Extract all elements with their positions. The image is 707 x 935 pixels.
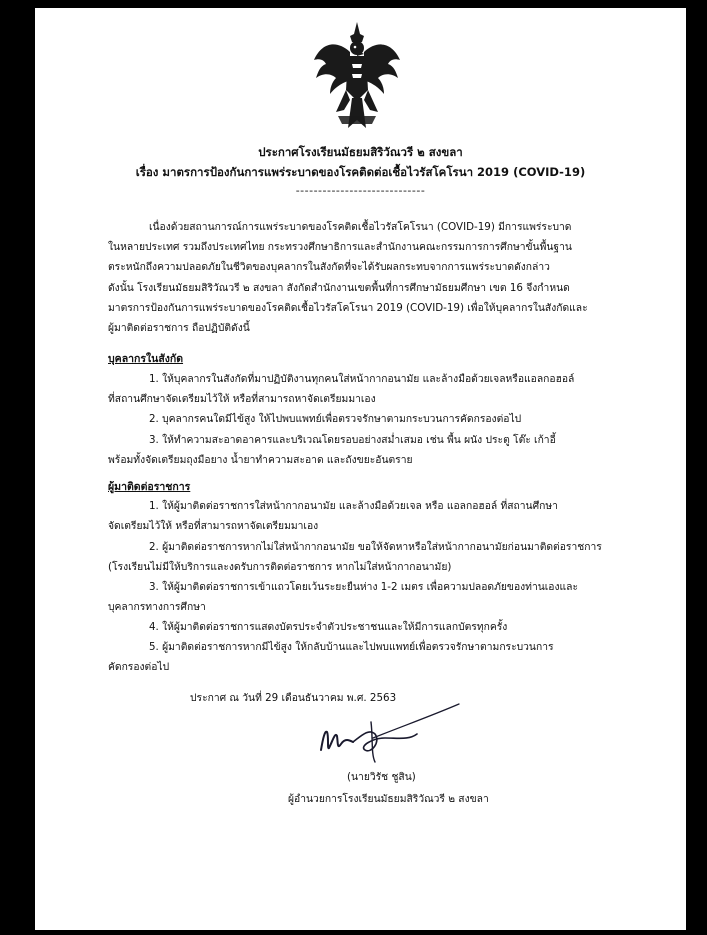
announcement-subject: เรื่อง มาตรการป้องกันการแพร่ระบาดของโรคติดต่อเชื้อไวรัสโคโรนา 2019 (COVID-19) xyxy=(135,165,586,179)
intro-line: ในหลายประเทศ รวมถึงประเทศไทย กระทรวงศึกษาธิการและสำนักงานคณะกรรมการการศึกษาขั้นพื้นฐาน xyxy=(108,241,572,253)
document-page xyxy=(35,8,686,930)
title-divider: ----------------------------- xyxy=(295,184,426,197)
staff-item: พร้อมทั้งจัดเตรียมถุงมือยาง น้ำยาทำความสะอาด และถังขยะอันตราย xyxy=(108,454,413,466)
visitor-item: 1. ให้ผู้มาติดต่อราชการใส่หน้ากากอนามัย และล้างมือด้วยเจล หรือ แอลกอฮอล์ ที่สถานศึกษา xyxy=(149,500,558,512)
staff-item: 3. ให้ทำความสะอาดอาคารและบริเวณโดยรอบอย่างสม่ำเสมอ เช่น พื้น ผนัง ประตู โต๊ะ เก้าอี้ xyxy=(149,434,556,446)
visitor-item: จัดเตรียมไว้ให้ หรือที่สามารถหาจัดเตรียมมาเอง xyxy=(108,520,319,532)
intro-line: ผู้มาติดต่อราชการ ถือปฏิบัติดังนี้ xyxy=(108,322,250,334)
signer-title: ผู้อำนวยการโรงเรียนมัธยมสิริวัณวรี ๒ สงขลา xyxy=(288,793,489,805)
visitor-item: (โรงเรียนไม่มีให้บริการและงดรับการติดต่อราชการ หากไม่ใส่หน้ากากอนามัย) xyxy=(108,561,452,573)
signer-name: (นายวิรัช ชูสิน) xyxy=(347,771,416,783)
visitor-item: 2. ผู้มาติดต่อราชการหากไม่ใส่หน้ากากอนามัย ขอให้จัดหาหรือใส่หน้ากากอนามัยก่อนมาติดต่อราชการ xyxy=(149,541,602,553)
visitor-item: 5. ผู้มาติดต่อราชการหากมีไข้สูง ให้กลับบ้านและไปพบแพทย์เพื่อตรวจรักษาตามกระบวนการ xyxy=(149,641,554,653)
staff-item: ที่สถานศึกษาจัดเตรียมไว้ให้ หรือที่สามารถหาจัดเตรียมมาเอง xyxy=(108,393,376,405)
section-heading-visitors: ผู้มาติดต่อราชการ xyxy=(108,481,191,493)
intro-line: มาตรการป้องกันการแพร่ระบาดของโรคติดเชื้อไวรัสโคโรนา 2019 (COVID-19) เพื่อให้บุคลากรในสังกัดและ xyxy=(108,302,588,314)
announcement-title: ประกาศโรงเรียนมัธยมสิริวัณวรี ๒ สงขลา xyxy=(258,145,463,159)
handwritten-signature-icon xyxy=(313,698,463,768)
intro-line: ดังนั้น โรงเรียนมัธยมสิริวัณวรี ๒ สงขลา สังกัดสำนักงานเขตพื้นที่การศึกษามัธยมศึกษา เขต 16 จึงกำหนด xyxy=(108,282,570,294)
staff-item: 1. ให้บุคลากรในสังกัดที่มาปฏิบัติงานทุกคนใส่หน้ากากอนามัย และล้างมือด้วยเจลหรือแอลกอฮอล์ xyxy=(149,373,575,385)
intro-line: เนื่องด้วยสถานการณ์การแพร่ระบาดของโรคติดเชื้อไวรัสโคโรนา (COVID-19) มีการแพร่ระบาด xyxy=(149,221,572,233)
garuda-emblem-icon xyxy=(312,20,402,135)
visitor-item: 3. ให้ผู้มาติดต่อราชการเข้าแถวโดยเว้นระยะยืนห่าง 1-2 เมตร เพื่อความปลอดภัยของท่านเองและ xyxy=(149,581,578,593)
visitor-item: บุคลากรทางการศึกษา xyxy=(108,601,206,613)
announcement-date: ประกาศ ณ วันที่ 29 เดือนธันวาคม พ.ศ. 2563 xyxy=(190,692,397,704)
visitor-item: 4. ให้ผู้มาติดต่อราชการแสดงบัตรประจำตัวประชาชนและให้มีการแลกบัตรทุกครั้ง xyxy=(149,621,508,633)
intro-line: ตระหนักถึงความปลอดภัยในชีวิตของบุคลากรในสังกัดที่จะได้รับผลกระทบจากการแพร่ระบาดดังกล่าว xyxy=(108,261,550,273)
staff-item: 2. บุคลากรคนใดมีไข้สูง ให้ไปพบแพทย์เพื่อตรวจรักษาตามกระบวนการคัดกรองต่อไป xyxy=(149,413,522,425)
visitor-item: คัดกรองต่อไป xyxy=(108,661,170,673)
section-heading-staff: บุคลากรในสังกัด xyxy=(108,353,184,365)
